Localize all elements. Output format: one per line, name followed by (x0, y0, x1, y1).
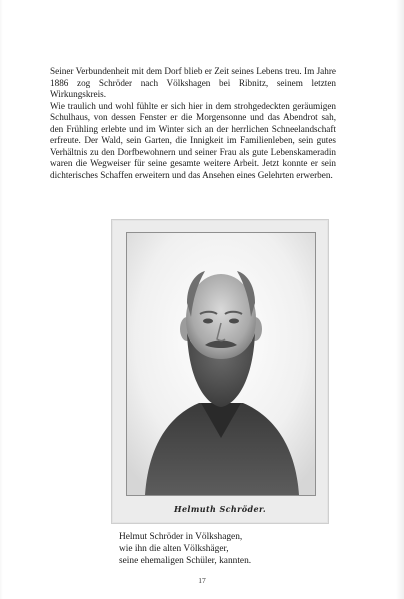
caption-line: wie ihn die alten Völkshäger, (119, 544, 229, 554)
body-text (50, 66, 336, 181)
caption-line: Helmut Schröder in Völkshagen, (119, 532, 243, 542)
paragraph-2: Wie traulich und wohl fühlte er sich hier in dem strohgedeckten geräumigen Schulhaus, von dessen Fenster er die Morgensonne und das Abendrot sah, den Frühling erlebte und im Winter sich an der herrlichen Schneelandschaft erfreute. Der Wald, sein Garten, die Innigkeit im Familienleben, sein gutes Verhältnis zu den Dorfbewohnern und seiner Frau als gute Lebenskameradin waren die Wegweiser für seine gesamte weitere Arbeit. Jetzt konnte er sein dichterisches Schaffen erweitern und das Ansehen eines Gelehrten erwerben. (50, 100, 336, 180)
portrait-caption (119, 531, 319, 567)
portrait-signature: Helmuth Schröder. (173, 504, 267, 514)
paragraph-1: Seiner Verbundenheit mit dem Dorf blieb er Zeit seines Lebens treu. Im Jahre 1886 zog Schröder nach Völkshagen bei Ribnitz, seinem letzten Wirkungskreis. (50, 66, 336, 100)
portrait-illustration (127, 233, 315, 495)
caption-line: seine ehemaligen Schüler, kannten. (119, 556, 252, 566)
page-number: 17 (198, 576, 206, 585)
portrait-card (111, 219, 329, 524)
portrait-photo (126, 232, 316, 496)
